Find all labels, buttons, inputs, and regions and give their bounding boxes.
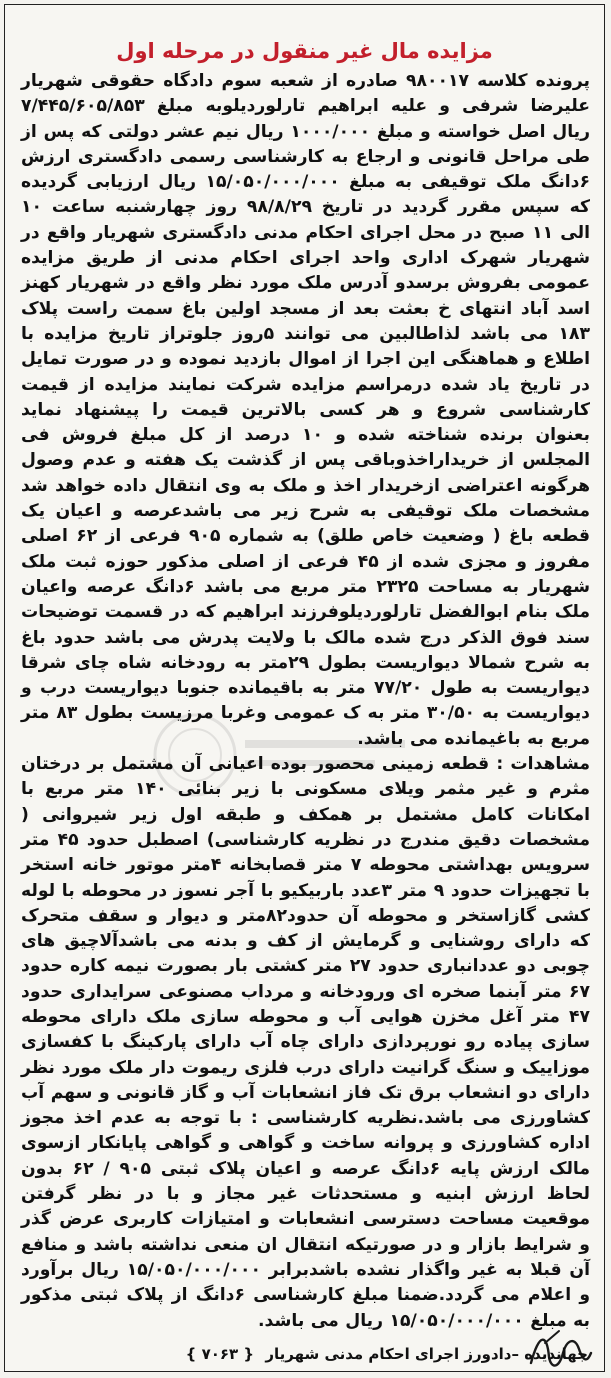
notice-footer [19, 1345, 588, 1363]
notice-paragraph-observations: مشاهدات : قطعه زمینی محصور بوده اعیانی آن مشتمل بر درختان مثرم و غیر مثمر ویلای مسکونی با زیر بنائی ۱۴۰ متر مربع با امکانات کامل مشتمل بر همکف و طبقه اول زیر شیروانی ( مشخصات دقیق مندرج در نظریه کارشناسی) اصطبل حدود ۴۵ متر سرویس بهداشتی محوطه ۷ متر قصابخانه ۴متر موتور خانه استخر با تجهیزات حدود ۹ متر ۳عدد باربیکیو با آجر نسوز در محوطه با لوله کشی گازاستخر و محوطه آن حدود۸۲متر و دیوار و سقف متحرک که دارای روشنایی و گرمایش از کف و بدنه می باشدآلاچیق های چوبی دو عددانباری حدود ۲۷ متر کشتی بار بصورت نیمه کاره حدود ۶۷ متر آبنما صخره ای ورودخانه و مرداب مصنوعی سرایداری حدود ۴۷ متر آغل مخزن هوایی آب و محوطه سازی ملک دارای محوطه سازی پیاده رو نورپردازی دارای چاه آب دارای پارکینگ با کفسازی موزاییک و سنگ گرانیت دارای درب فلزی ریموت دار ملک مورد نظر دارای دو انشعاب برق تک فاز انشعابات آب و گاز قانونی و سهم آب کشاورزی می باشد.نظریه کارشناسی : با توجه به عدم اخذ مجوز اداره کشاورزی و پروانه ساخت و گواهی و گواهی پایانکار ازسوی مالک ارزش پایه ۶دانگ عرصه و اعیان پلاک ثبتی ۹۰۵ / ۶۲ بدون لحاظ ارزش ابنیه و مستحدثات غیر مجاز و با در نظر گرفتن موقعیت مساحت دسترسی انشعابات و امتیازات کاربری عرض گذر و شرایط بازار و در صورتیکه انتقال ان منعی نداشته باشد و منافع آن قبلا به غیر واگذار نشده باشدبرابر ۱۵/۰۵۰/۰۰۰/۰۰۰ ریال برآورد و اعلام می گردد.ضمنا مبلغ کارشناسی ۶دانگ از پلاک ثبتی مذکور به مبلغ ۱۵/۰۵۰/۰۰۰/۰۰۰ ریال می باشد. [21, 754, 591, 1331]
notice-title: مزایده مال غیر منقول در مرحله اول [116, 39, 493, 63]
notice-sheet [4, 4, 605, 1372]
notice-paragraph-auction-terms: پرونده کلاسه ۹۸۰۰۱۷ صادره از شعبه سوم دادگاه حقوقی شهریار علیرضا شرفی و علیه ابراهیم تارلوردیلوبه مبلغ ۷/۴۴۵/۶۰۵/۸۵۳ ریال اصل خواسته و مبلغ ۱۰۰۰/۰۰۰ ریال نیم عشر دولتی که پس از طی مراحل قانونی و ارجاع به کارشناسی رسمی دادگستری ارزش ۶دانگ ملک توقیفی به مبلغ ۱۵/۰۵۰/۰۰۰/۰۰۰ ریال ارزیابی گردیده که سپس مقرر گردید در تاریخ ۹۸/۸/۲۹ روز چهارشنبه ساعت ۱۰ الی ۱۱ صبح در محل اجرای احکام مدنی دادگستری شهریار واقع در شهریار شهرک اداری واحد اجرای احکام مدنی از طریق مزایده عمومی بفروش برسدو آدرس ملک مورد نظر واقع در شهریار کهنز اسد آباد انتهای خ بعثت بعد از مسجد اولین باغ سمت راست پلاک ۱۸۳ می باشد لذاطالبین می توانند ۵روز جلوتراز تاریخ مزایده با اطلاع و هماهنگی این اجرا از اموال بازدید نموده و در صورت تمایل در تاریخ یاد شده درمراسم مزایده شرکت نمایند مزایده از قیمت کارشناسی شروع و هر کسی بالاترین قیمت را پیشنهاد نماید بعنوان برنده شناخته شده و ۱۰ درصد از کل مبلغ فروش فی المجلس از خریداراخذوباقی پس از گذشت یک هفته و عدم وصول هرگونه اعتراضی ازخریدار اخذ و ملک به وی انتقال داده خواهد شد مشخصات ملک توقیفی به شرح زیر می باشدعرصه و اعیان یک قطعه باغ ( وضعیت خاص طلق) به شماره ۹۰۵ فرعی از ۶۲ اصلی مفروز و مجزی شده از ۴۵ فرعی از اصلی مذکور حوزه ثبت ملک شهریار به مساحت ۲۳۲۵ متر مربع می باشد ۶دانگ عرصه واعیان ملک بنام ابوالفضل تارلوردیلوفرزند ابراهیم که در قسمت توضیحات سند فوق الذکر درج شده مالک با ولایت پدرش می باشد حدود باغ به شرح شمالا دیواریست بطول ۲۹متر به رودخانه شاه چای شرقا دیواریست به طول ۷۷/۲۰ متر به باقیمانده جنوبا دیواریست درب و دیواریست به ۳۰/۵۰ متر به ک عمومی وغربا مرزیست بطول ۸۳ متر مربع به باغیمانده می باشد. [21, 71, 591, 749]
footer-signatory: جهاندیده –دادورز اجرای احکام مدنی شهریار [265, 1345, 588, 1363]
footer-code: { ۷۰۶۳ } [185, 1345, 255, 1363]
notice-body [21, 69, 590, 1334]
